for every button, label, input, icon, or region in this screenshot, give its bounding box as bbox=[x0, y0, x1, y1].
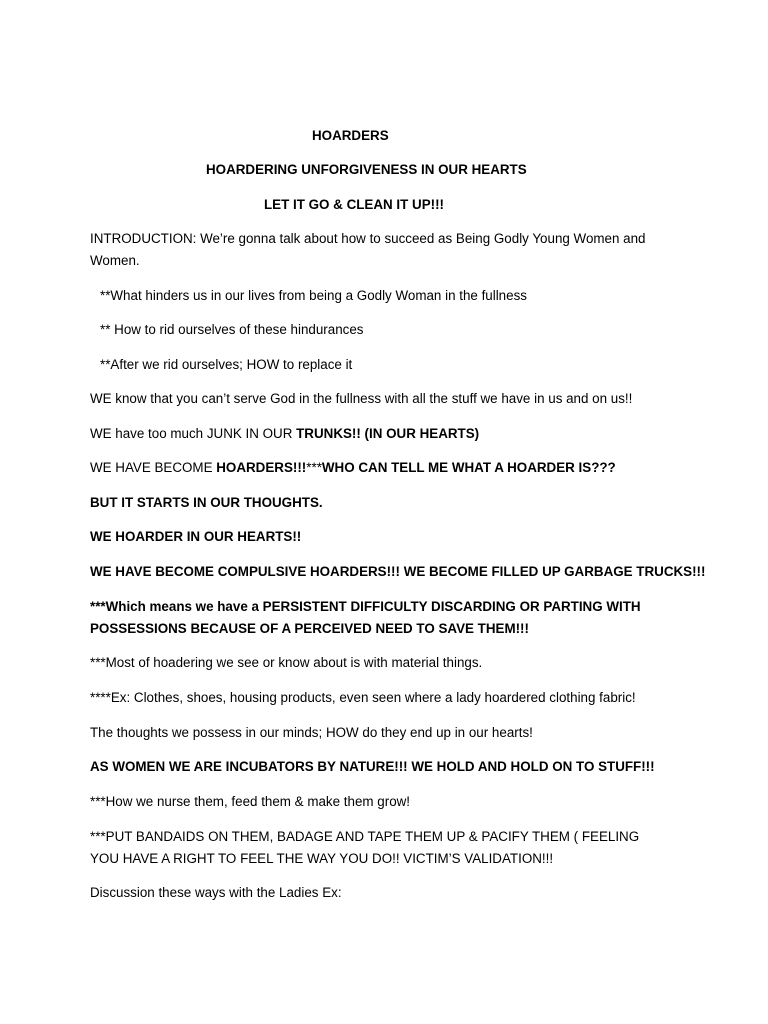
paragraph-junk bbox=[90, 423, 680, 445]
paragraph-most: ***Most of hoadering we see or know about is with material things. bbox=[90, 655, 483, 670]
document-subtitle: HOARDERING UNFORGIVENESS IN OUR HEARTS bbox=[206, 162, 527, 177]
document-tagline: LET IT GO & CLEAN IT UP!!! bbox=[264, 197, 445, 212]
paragraph-become-plain-2: *** bbox=[306, 460, 322, 475]
paragraph-starts: BUT IT STARTS IN OUR THOUGHTS. bbox=[90, 495, 323, 510]
paragraph-junk-plain: WE have too much JUNK IN OUR bbox=[90, 426, 297, 441]
paragraph-become-bold-1: HOARDERS!!! bbox=[216, 460, 307, 475]
point-replace: **After we rid ourselves; HOW to replace it bbox=[100, 357, 353, 372]
paragraph-nurse: ***How we nurse them, feed them & make them grow! bbox=[90, 794, 411, 809]
paragraph-become bbox=[90, 457, 680, 479]
paragraph-example: ****Ex: Clothes, shoes, housing products, even seen where a lady hoardered clothing fabric! bbox=[90, 690, 636, 705]
paragraph-junk-bold: TRUNKS!! (IN OUR HEARTS) bbox=[296, 426, 480, 441]
paragraph-become-bold-2: WHO CAN TELL ME WHAT A HOARDER IS??? bbox=[321, 460, 616, 475]
paragraph-women: AS WOMEN WE ARE INCUBATORS BY NATURE!!! WE HOLD AND HOLD ON TO STUFF!!! bbox=[90, 759, 655, 774]
point-rid: ** How to rid ourselves of these hindurances bbox=[100, 322, 364, 337]
paragraph-become-plain: WE HAVE BECOME bbox=[90, 460, 217, 475]
paragraph-bandaids: ***PUT BANDAIDS ON THEM, BADAGE AND TAPE THEM UP & PACIFY THEM ( FEELING YOU HAVE A RIGHT TO FEEL THE WAY YOU DO!! VICTIM’S VALIDATION!!! bbox=[90, 829, 640, 866]
paragraph-discussion: Discussion these ways with the Ladies Ex: bbox=[90, 885, 342, 900]
paragraph-thoughts: The thoughts we possess in our minds; HOW do they end up in our hearts! bbox=[90, 725, 533, 740]
document-title: HOARDERS bbox=[312, 128, 389, 143]
point-hinders: **What hinders us in our lives from being a Godly Woman in the fullness bbox=[100, 288, 527, 303]
intro-paragraph: INTRODUCTION: We’re gonna talk about how to succeed as Being Godly Young Women and Women. bbox=[90, 231, 646, 268]
paragraph-means: ***Which means we have a PERSISTENT DIFFICULTY DISCARDING OR PARTING WITH POSSESSIONS BECAUSE OF A PERCEIVED NEED TO SAVE THEM!!! bbox=[90, 599, 641, 636]
paragraph-hoarder: WE HOARDER IN OUR HEARTS!! bbox=[90, 529, 302, 544]
paragraph-compulsive: WE HAVE BECOME COMPULSIVE HOARDERS!!! WE BECOME FILLED UP GARBAGE TRUCKS!!! bbox=[90, 564, 706, 579]
paragraph-know: WE know that you can’t serve God in the fullness with all the stuff we have in us and on us!! bbox=[90, 391, 633, 406]
